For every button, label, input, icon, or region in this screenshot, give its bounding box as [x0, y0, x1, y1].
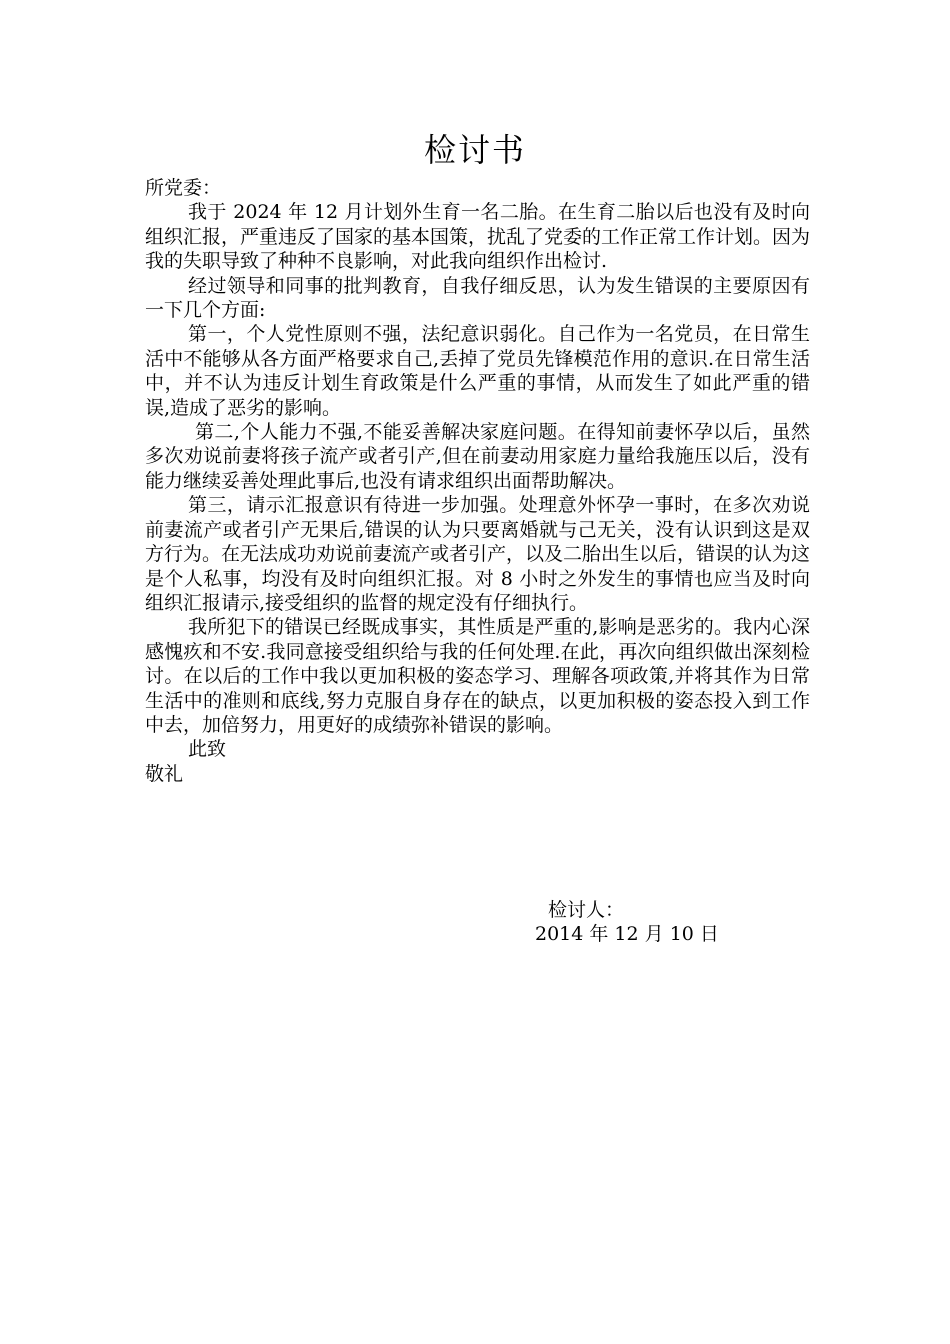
paragraph-1: 我于 2024 年 12 月计划外生育一名二胎。在生育二胎以后也没有及时向组织汇报，严重违反了国家的基本国策，扰乱了党委的工作正常工作计划。因为我的失职导致了种种不良影响，对此我向组织作出检讨. — [145, 201, 811, 273]
paragraph-2: 经过领导和同事的批判教育，自我仔细反思，认为发生错误的主要原因有一下几个方面: — [145, 274, 810, 322]
paragraph-6: 我所犯下的错误已经既成事实，其性质是严重的,影响是恶劣的。我内心深感愧疚和不安.我同意接受组织给与我的任何处理.在此，再次向组织做出深刻检讨。在以后的工作中我以更加积极的姿态学习、理解各项政策,并将其作为日常生活中的准则和底线,努力克服自身存在的缺点，以更加积极的姿态投入到工作中去，加倍努力，用更好的成绩弥补错误的影响。 — [145, 616, 810, 736]
paragraph-3: 第一，个人党性原则不强，法纪意识弱化。自己作为一名党员，在日常生活中不能够从各方面严格要求自己,丢掉了党员先锋模范作用的意识.在日常生活中，并不认为违反计划生育政策是什么严重的事情，从而发生了如此严重的错误,造成了恶劣的影响。 — [145, 323, 810, 419]
salutation: 所党委： — [145, 177, 222, 199]
closing-salute: 敬礼 — [145, 762, 184, 785]
document-title: 检讨书 — [423, 131, 526, 169]
signature-date: 2014 年 12 月 10 日 — [535, 923, 719, 945]
paragraph-5: 第三，请示汇报意识有待进一步加强。处理意外怀孕一事时，在多次劝说前妻流产或者引产无果后,错误的认为只要离婚就与己无关，没有认识到这是双方行为。在无法成功劝说前妻流产或者引产，以及二胎出生以后，错误的认为这是个人私事，均没有及时向组织汇报。对 8 小时之外发生的事情也应当及时向组织汇报请示,接受组织的监督的规定没有仔细执行。 — [145, 494, 811, 614]
closing-greeting: 此致 — [188, 738, 227, 761]
signer-label: 检讨人： — [548, 899, 625, 921]
document-body — [145, 176, 810, 786]
paragraph-4: 第二,个人能力不强,不能妥善解决家庭问题。在得知前妻怀孕以后，虽然多次劝说前妻将孩子流产或者引产,但在前妻动用家庭力量给我施压以后，没有能力继续妥善处理此事后,也没有请求组织出面帮助解决。 — [145, 421, 810, 492]
